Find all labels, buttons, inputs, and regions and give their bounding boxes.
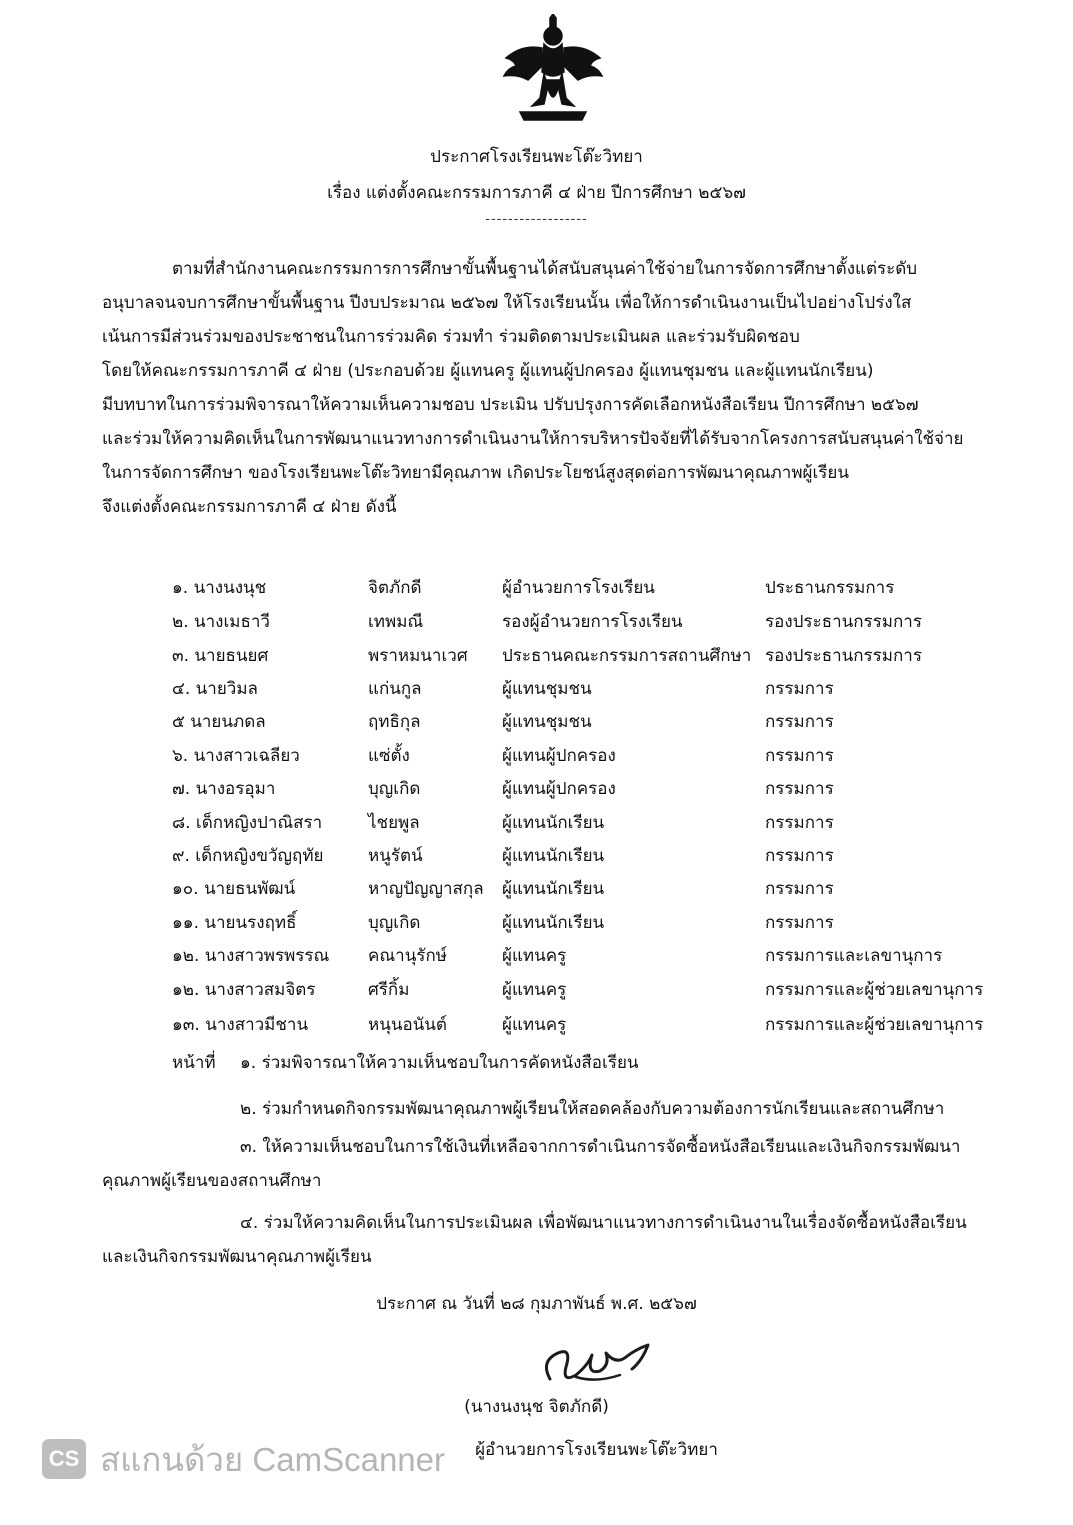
- member-row: [0, 907, 1073, 940]
- body-line: มีบทบาทในการร่วมพิจารณาให้ความเห็นความชอบ ประเมิน ปรับปรุงการคัดเลือกหนังสือเรียน ปีการศึกษา ๒๕๖๗: [102, 395, 919, 415]
- member-role: รองประธานกรรมการ: [765, 646, 922, 666]
- member-position: ผู้แทนนักเรียน: [502, 879, 605, 899]
- member-role: กรรมการ: [765, 813, 834, 833]
- member-position: ผู้แทนครู: [502, 980, 567, 1000]
- member-row: [0, 673, 1073, 706]
- body-line: โดยให้คณะกรรมการภาคี ๔ ฝ่าย (ประกอบด้วย ผู้แทนครู ผู้แทนผู้ปกครอง ผู้แทนชุมชน และผู้แทนนักเรียน): [102, 361, 874, 381]
- member-surname: แซ่ตั้ง: [368, 746, 410, 766]
- member-role: กรรมการ: [765, 846, 834, 866]
- member-row: [0, 807, 1073, 840]
- member-surname: เทพมณี: [368, 612, 424, 632]
- member-role: กรรมการและเลขานุการ: [765, 946, 943, 966]
- announcement-body: [102, 252, 1012, 524]
- member-role: กรรมการและผู้ช่วยเลขานุการ: [765, 1015, 984, 1035]
- member-position: ผู้แทนชุมชน: [502, 712, 592, 732]
- duty-item-continued: คุณภาพผู้เรียนของสถานศึกษา: [102, 1171, 322, 1191]
- signer-position: ผู้อำนวยการโรงเรียนพะโต๊ะวิทยา: [475, 1440, 718, 1460]
- member-row: [0, 873, 1073, 906]
- member-role: กรรมการและผู้ช่วยเลขานุการ: [765, 980, 984, 1000]
- member-role: รองประธานกรรมการ: [765, 612, 922, 632]
- body-line: จึงแต่งตั้งคณะกรรมการภาคี ๔ ฝ่าย ดังนี้: [102, 497, 397, 517]
- member-role: กรรมการ: [765, 746, 834, 766]
- member-role: กรรมการ: [765, 879, 834, 899]
- announcement-subject: เรื่อง แต่งตั้งคณะกรรมการภาคี ๔ ฝ่าย ปีการศึกษา ๒๕๖๗: [327, 183, 746, 203]
- member-name: ๑. นางนงนุช: [172, 578, 267, 598]
- separator-line: ------------------: [485, 212, 588, 227]
- member-role: กรรมการ: [765, 913, 834, 933]
- member-row: [0, 640, 1073, 673]
- member-row: [0, 606, 1073, 639]
- duties-label: หน้าที่: [172, 1053, 216, 1073]
- member-role: กรรมการ: [765, 679, 834, 699]
- member-position: ผู้อำนวยการโรงเรียน: [502, 578, 655, 598]
- body-line: เน้นการมีส่วนร่วมของประชาชนในการร่วมคิด ร่วมทำ ร่วมติดตามประเมินผล และร่วมรับผิดชอบ: [102, 327, 800, 347]
- member-name: ๑๐. นายธนพัฒน์: [172, 879, 296, 899]
- member-name: ๒. นางเมธาวี: [172, 612, 270, 632]
- member-row: [0, 740, 1073, 773]
- member-row: [0, 572, 1073, 605]
- member-name: ๕ นายนภดล: [172, 712, 266, 732]
- member-row: [0, 840, 1073, 873]
- duty-item: ๒. ร่วมกำหนดกิจกรรมพัฒนาคุณภาพผู้เรียนให้สอดคล้องกับความต้องการนักเรียนและสถานศึกษา: [240, 1099, 945, 1119]
- body-line: อนุบาลจนจบการศึกษาขั้นพื้นฐาน ปีงบประมาณ ๒๕๖๗ ให้โรงเรียนนั้น เพื่อให้การดำเนินงานเป็นไปอย่างโปร่งใส: [102, 293, 912, 313]
- member-name: ๓. นายธนยศ: [172, 646, 269, 666]
- member-position: ผู้แทนผู้ปกครอง: [502, 779, 616, 799]
- member-name: ๔. นายวิมล: [172, 679, 258, 699]
- body-line: ในการจัดการศึกษา ของโรงเรียนพะโต๊ะวิทยามีคุณภาพ เกิดประโยชน์สูงสุดต่อการพัฒนาคุณภาพผู้เรียน: [102, 463, 850, 483]
- member-position: ประธานคณะกรรมการสถานศึกษา: [502, 646, 752, 666]
- announcement-title: ประกาศโรงเรียนพะโต๊ะวิทยา: [430, 147, 643, 167]
- duty-item: ๑. ร่วมพิจารณาให้ความเห็นชอบในการคัดหนังสือเรียน: [240, 1053, 639, 1073]
- member-surname: บุญเกิด: [368, 913, 421, 933]
- member-position: รองผู้อำนวยการโรงเรียน: [502, 612, 683, 632]
- member-surname: แก่นกูล: [368, 679, 422, 699]
- signer-name: (นางนงนุช จิตภักดี): [464, 1397, 609, 1417]
- member-row: [0, 974, 1073, 1007]
- member-name: ๑๒. นางสาวพรพรรณ: [172, 946, 330, 966]
- member-position: ผู้แทนนักเรียน: [502, 813, 605, 833]
- member-surname: จิตภักดี: [368, 578, 422, 598]
- member-surname: หนุนอนันต์: [368, 1015, 447, 1035]
- member-name: ๘. เด็กหญิงปาณิสรา: [172, 813, 323, 833]
- body-line: ตามที่สำนักงานคณะกรรมการการศึกษาขั้นพื้นฐานได้สนับสนุนค่าใช้จ่ายในการจัดการศึกษาตั้งแต่ระดับ: [172, 259, 918, 279]
- member-row: [0, 1009, 1073, 1042]
- member-surname: คณานุรักษ์: [368, 946, 447, 966]
- member-name: ๙. เด็กหญิงขวัญฤทัย: [172, 846, 324, 866]
- camscanner-logo-icon: CS: [42, 1439, 86, 1479]
- member-surname: ฤทธิกุล: [368, 712, 421, 732]
- member-position: ผู้แทนครู: [502, 1015, 567, 1035]
- duty-item: ๔. ร่วมให้ความคิดเห็นในการประเมินผล เพื่อพัฒนาแนวทางการดำเนินงานในเรื่องจัดซื้อหนังสือเรียน: [240, 1213, 967, 1233]
- member-name: ๑๓. นางสาวมีชาน: [172, 1015, 309, 1035]
- member-row: [0, 706, 1073, 739]
- member-surname: หาญปัญญาสกุล: [368, 879, 484, 899]
- member-position: ผู้แทนผู้ปกครอง: [502, 746, 616, 766]
- member-surname: บุญเกิด: [368, 779, 421, 799]
- member-surname: พราหมนาเวศ: [368, 646, 468, 666]
- member-position: ผู้แทนชุมชน: [502, 679, 592, 699]
- body-line: และร่วมให้ความคิดเห็นในการพัฒนาแนวทางการดำเนินงานให้การบริหารปัจจัยที่ได้รับจากโครงการสนับสนุนค่าใช้จ่าย: [102, 429, 964, 449]
- camscanner-watermark: [42, 1437, 445, 1481]
- member-name: ๑๒. นางสาวสมจิตร: [172, 980, 316, 1000]
- member-role: กรรมการ: [765, 712, 834, 732]
- member-role: ประธานกรรมการ: [765, 578, 895, 598]
- member-name: ๑๑. นายนรงฤทธิ์: [172, 913, 297, 933]
- signature: [536, 1335, 666, 1395]
- garuda-emblem-icon: [498, 14, 608, 122]
- member-role: กรรมการ: [765, 779, 834, 799]
- duty-item: ๓. ให้ความเห็นชอบในการใช้เงินที่เหลือจากการดำเนินการจัดซื้อหนังสือเรียนและเงินกิจกรรมพัฒนา: [240, 1137, 961, 1157]
- member-surname: หนูรัตน์: [368, 846, 423, 866]
- duty-item-continued: และเงินกิจกรรมพัฒนาคุณภาพผู้เรียน: [102, 1247, 372, 1267]
- announcement-date: ประกาศ ณ วันที่ ๒๘ กุมภาพันธ์ พ.ศ. ๒๕๖๗: [376, 1294, 697, 1314]
- member-surname: ศรีกิ้ม: [368, 980, 410, 1000]
- member-position: ผู้แทนนักเรียน: [502, 846, 605, 866]
- member-position: ผู้แทนครู: [502, 946, 567, 966]
- watermark-text: สแกนด้วย CamScanner: [100, 1440, 446, 1478]
- member-row: [0, 940, 1073, 973]
- member-surname: ไชยพูล: [368, 813, 420, 833]
- member-row: [0, 773, 1073, 806]
- member-name: ๗. นางอรอุมา: [172, 779, 276, 799]
- member-position: ผู้แทนนักเรียน: [502, 913, 605, 933]
- member-name: ๖. นางสาวเฉลียว: [172, 746, 300, 766]
